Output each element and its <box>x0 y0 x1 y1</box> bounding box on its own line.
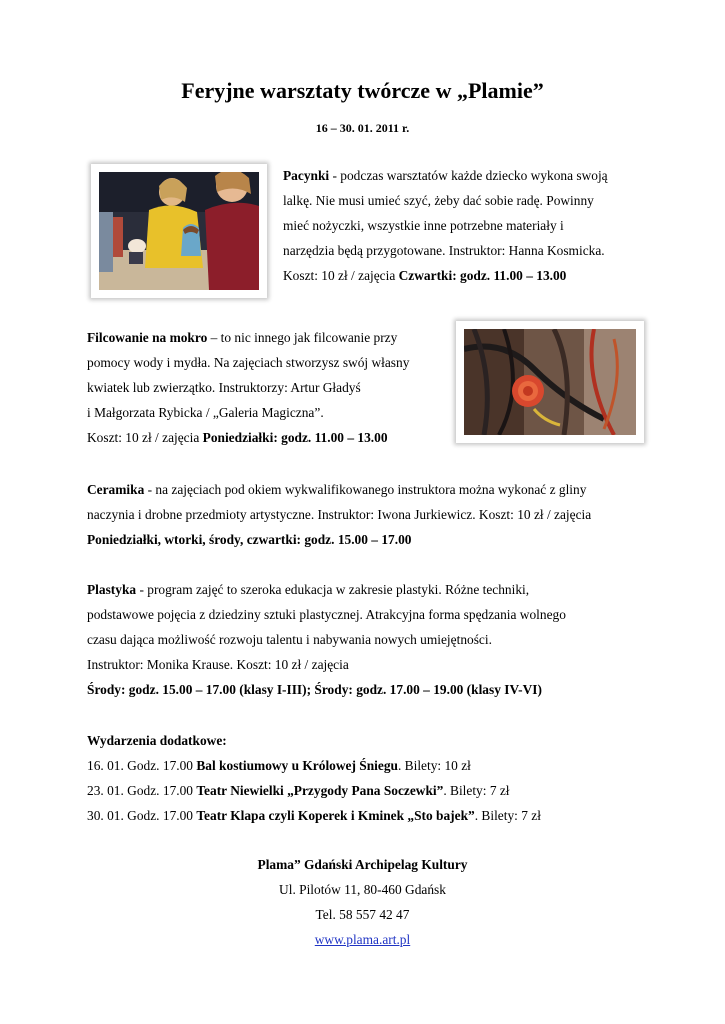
plastyka-section <box>87 577 566 702</box>
event-date: 16. 01. Godz. 17.00 <box>87 758 197 773</box>
event-price: . Bilety: 10 zł <box>397 758 471 773</box>
event-date: 23. 01. Godz. 17.00 <box>87 783 197 798</box>
events-heading <box>87 728 541 753</box>
felt-flower-photo-image <box>464 329 636 435</box>
ceramika-line-1 <box>87 477 591 502</box>
footer-website-row <box>0 932 725 948</box>
ceramika-line-2: naczynia i drobne przedmioty artystyczne. Instruktor: Iwona Jurkiewicz. Koszt: 10 zł / zajęcia <box>87 507 592 522</box>
ceramika-schedule: Poniedziałki, wtorki, środy, czwartki: godz. 15.00 – 17.00 <box>87 532 412 547</box>
pacynki-schedule: Czwartki: godz. 11.00 – 13.00 <box>398 268 567 283</box>
event-date: 30. 01. Godz. 17.00 <box>87 808 197 823</box>
pacynki-line-5 <box>283 263 608 288</box>
filcowanie-line-4: i Małgorzata Rybicka / „Galeria Magiczna”. <box>87 405 324 420</box>
filcowanie-line-2: pomocy wody i mydła. Na zajęciach stworzysz swój własny <box>87 355 410 370</box>
plastyka-line-4: Instruktor: Monika Krause. Koszt: 10 zł / zajęcia <box>87 657 349 672</box>
filcowanie-title: Filcowanie na mokro <box>87 330 208 345</box>
filcowanie-cost: Koszt: 10 zł / zajęcia <box>87 430 203 445</box>
events-section <box>87 728 541 828</box>
page-title: Feryjne warsztaty twórcze w „Plamie” <box>181 78 544 103</box>
event-name: Teatr Niewielki „Przygody Pana Soczewki” <box>196 783 444 798</box>
filcowanie-schedule: Poniedziałki: godz. 11.00 – 13.00 <box>202 430 388 445</box>
puppets-photo-image <box>99 172 259 290</box>
ceramika-section <box>87 477 591 552</box>
plastyka-line-5 <box>87 677 566 702</box>
event-price: . Bilety: 7 zł <box>474 808 541 823</box>
footer-org: Plama” Gdański Archipelag Kultury <box>257 857 468 872</box>
plastyka-line-2: podstawowe pojęcia z dziedziny sztuki plastycznej. Atrakcyjna forma spędzania wolnego <box>87 607 566 622</box>
felt-flower-photo <box>456 321 644 443</box>
filcowanie-text-1: – to nic innego jak filcowanie przy <box>207 330 398 345</box>
event-name: Bal kostiumowy u Królowej Śniegu <box>196 758 398 773</box>
plastyka-line-1 <box>87 577 566 602</box>
pacynki-line-2: lalkę. Nie musi umieć szyć, żeby dać sobie radę. Powinny <box>283 193 594 208</box>
pacynki-text-1: - podczas warsztatów każde dziecko wykona swoją <box>329 168 608 183</box>
footer-phone: Tel. 58 557 42 47 <box>315 907 410 922</box>
ceramika-text-1: - na zajęciach pod okiem wykwalifikowanego instruktora można wykonać z gliny <box>144 482 587 497</box>
pacynki-section <box>283 163 608 288</box>
events-heading-text: Wydarzenia dodatkowe: <box>87 733 227 748</box>
event-name: Teatr Klapa czyli Koperek i Kminek „Sto bajek” <box>196 808 475 823</box>
footer-address: Ul. Pilotów 11, 80-460 Gdańsk <box>279 882 446 897</box>
event-dates: 16 – 30. 01. 2011 r. <box>315 121 410 135</box>
ceramika-title: Ceramika <box>87 482 145 497</box>
plastyka-title: Plastyka <box>87 582 137 597</box>
filcowanie-line-5 <box>87 425 409 450</box>
filcowanie-line-3: kwiatek lub zwierzątko. Instruktorzy: Artur Gładyś <box>87 380 361 395</box>
pacynki-cost: Koszt: 10 zł / zajęcia <box>283 268 399 283</box>
pacynki-line-1 <box>283 163 608 188</box>
filcowanie-section <box>87 325 409 450</box>
plastyka-line-3: czasu dająca możliwość rozwoju talentu i nabywania nowych umiejętności. <box>87 632 492 647</box>
event-item <box>87 753 541 778</box>
event-price: . Bilety: 7 zł <box>443 783 510 798</box>
event-item <box>87 803 541 828</box>
filcowanie-line-1 <box>87 325 409 350</box>
pacynki-line-3: mieć nożyczki, wszystkie inne potrzebne materiały i <box>283 218 564 233</box>
pacynki-line-4: narzędzia będą przygotowane. Instruktor: Hanna Kosmicka. <box>283 243 605 258</box>
puppets-photo <box>91 164 267 298</box>
website-link[interactable]: www.plama.art.pl <box>314 932 411 947</box>
event-item <box>87 778 541 803</box>
pacynki-title: Pacynki <box>283 168 330 183</box>
plastyka-text-1: - program zajęć to szeroka edukacja w zakresie plastyki. Różne techniki, <box>136 582 530 597</box>
ceramika-line-3 <box>87 527 591 552</box>
plastyka-schedule: Środy: godz. 15.00 – 17.00 (klasy I-III); Środy: godz. 17.00 – 19.00 (klasy IV-VI) <box>87 682 542 697</box>
